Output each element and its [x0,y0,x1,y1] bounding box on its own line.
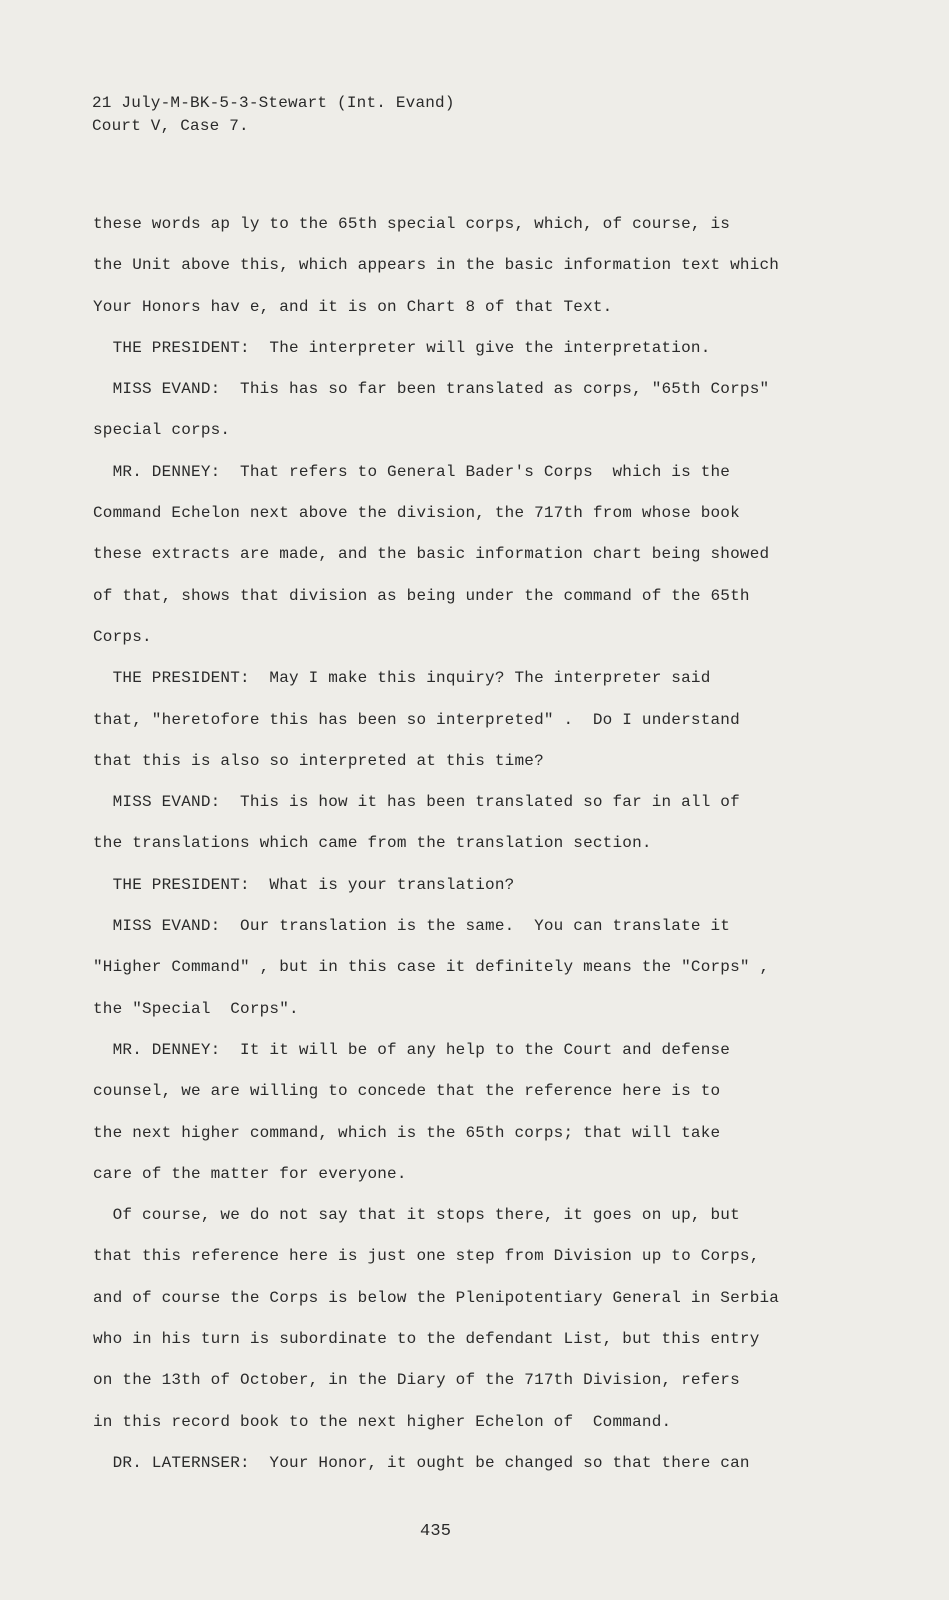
text-line: DR. LATERNSER: Your Honor, it ought be changed so that there can [93,1453,750,1472]
header-court-line: Court V, Case 7. [92,117,249,135]
text-line: the next higher command, which is the 65th corps; that will take [93,1123,721,1142]
text-line: that, "heretofore this has been so interpreted" . Do I understand [93,710,740,729]
text-line: special corps. [93,421,231,440]
text-line: in this record book to the next higher Echelon of Command. [93,1412,672,1431]
text-line: THE PRESIDENT: The interpreter will give the interpretation. [93,338,711,357]
text-line: on the 13th of October, in the Diary of the 717th Division, refers [93,1371,740,1390]
text-line: "Higher Command" , but in this case it definitely means the "Corps" , [93,958,770,977]
text-line: the "Special Corps". [93,999,299,1018]
transcript-body [93,212,913,1492]
text-line: MISS EVAND: This has so far been translated as corps, "65th Corps" [93,380,770,399]
text-line: who in his turn is subordinate to the defendant List, but this entry [93,1330,760,1349]
text-line: and of course the Corps is below the Plenipotentiary General in Serbia [93,1288,780,1307]
text-line: MR. DENNEY: That refers to General Bader's Corps which is the [93,462,731,481]
text-line: Your Honors hav e, and it is on Chart 8 of that Text. [93,297,613,316]
text-line: counsel, we are willing to concede that the reference here is to [93,1082,721,1101]
text-line: these words ap ly to the 65th special corps, which, of course, is [93,215,731,233]
text-line: that this reference here is just one step from Division up to Corps, [93,1247,760,1266]
header-session-line: 21 July-M-BK-5-3-Stewart (Int. Evand) [92,94,455,112]
text-line: that this is also so interpreted at this time? [93,751,544,770]
text-line: Corps. [93,627,152,646]
text-line: the translations which came from the translation section. [93,834,652,853]
document-header [92,92,455,138]
text-line: of that, shows that division as being under the command of the 65th [93,586,750,605]
text-line: Of course, we do not say that it stops there, it goes on up, but [93,1206,740,1225]
text-line: THE PRESIDENT: What is your translation? [93,875,515,894]
page-number: 435 [420,1522,452,1541]
text-line: MISS EVAND: Our translation is the same. You can translate it [93,917,731,936]
text-line: the Unit above this, which appears in the basic information text which [93,256,780,275]
text-line: Command Echelon next above the division, the 717th from whose book [93,504,740,523]
text-line: THE PRESIDENT: May I make this inquiry? The interpreter said [93,669,711,688]
text-line: MISS EVAND: This is how it has been translated so far in all of [93,793,740,812]
text-line: these extracts are made, and the basic information chart being showed [93,545,770,564]
text-line: MR. DENNEY: It it will be of any help to the Court and defense [93,1040,731,1059]
text-line: care of the matter for everyone. [93,1164,407,1183]
